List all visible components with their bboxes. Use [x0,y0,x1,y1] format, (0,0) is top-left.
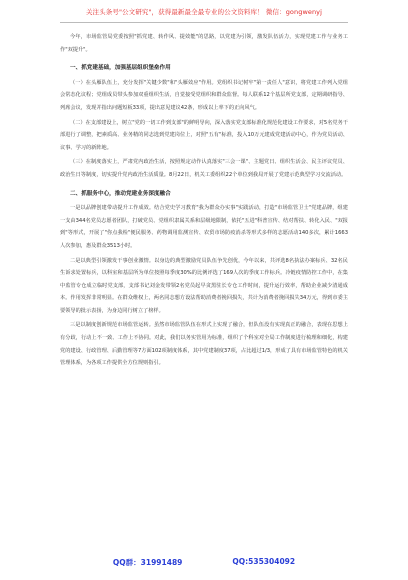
section-heading-2: 二、抓服务中心，推动党建业务深度融合 [70,190,171,197]
header-divider [60,22,348,23]
promo-banner [0,4,408,18]
paragraph-2: （二）在支部建设上，树立"党的一切工作到支部"的鲜明导向，深入落实党支部标准化规范化建设工作要求，对5名党务干部进行了调整，把素质高、业务精的同志选到党建岗位上，对照"五有"标准，投入10万元建成党建活动中心，作为党员活动、议事、学习的新阵地。 [60,119,348,151]
paragraph-6: 三是以制度创新规范市场监管运转。虽然市场监管队伍在形式上实现了融合，但队伍没有实现真正的融合，表现在思想上有分歧，行动上不一致、工作上不协同。对此，我们以务实管用为标准，组织了个科室对全局工作制度进行梳理和细化，构建党的建设、行政管理、后勤管理等7方面102项制度体系，其中党建制度37项，占比超过1/3，形成了具有市场监管特色的机关管理体系，为各项工作提供全方位规则指引。 [60,322,348,367]
intro-paragraph: 今年，市场监管局党委按照"抓党建、转作风、提效能"的思路，以党建为引领，激发队伍活力，实现党建工作与业务工作"双提升"。 [60,34,348,53]
document-body [60,31,348,370]
paragraph-1: （一）在头雁队伍上，充分发挥"关键少数"和"头雁效应"作用。党组织书记树牢"第一责任人"意识，将党建工作列入党组会常态化议程；党组成员带头参加双重组织生活，自觉接受党组织和群众监督。每人联系12个基层所党支部，定期调研指导、列席会议，发现并指出问题短板33项，提出意见建议42条，形成以上率下的正向风气。 [60,79,348,111]
promo-banner-text: 关注头条号"公文研究"，获得最新最全最专业的公文资料库！ 微信：gongwenyj [85,7,323,16]
paragraph-3: （三）在制度落实上，严肃党内政治生活，按照规定动作认真落实"三会一课"、主题党日、组织生活会、民主评议党员、政治生日等制度，切实提升党内政治生活质量。8月22日，机关工委组织22个单位到我局开展了党建示范典型学习交流活动。 [60,159,348,178]
footer-contacts [0,557,408,571]
paragraph-4: 一是以品牌创建带动提升工作成效。结合党史学习教育"我为群众办实事"实践活动，打造"市场监管卫士"党建品牌，组建一支由344名党员志愿者团队，打破党员、党组织隶属关系和层级地限制，依托"五进"科普宣传、结对帮扶、转化入民、"双报到"等形式，开展了"你点我检"便民服务、药物调用监测宣传、农贸市场防疫消杀等形式多样的志愿活动140多次，累计1663人次参加，惠及群众3513小时。 [60,205,348,249]
section-heading-1: 一、抓党建基础，加强基层组织堡垒作用 [70,65,171,72]
qq-contact-link[interactable]: QQ:535304092 [232,557,296,566]
qq-group-link[interactable]: QQ群：31991489 [112,558,183,567]
paragraph-5: 二是以典型引领激发干事创业激情。以身边的典型激励党员队伍争先创优，今年以来，共评选8名执法办案标兵、32名民生诉求处置标兵，以科室和基层所为单位按照每季度30%的比例评选了169人次的季度工作标兵。冷链疫情防控工作中，在集中监管专仓成立临时党支部，支部书记刘金发带领2名党员起早贪黑驻长专仓工作时间，提升运行效率，帮助企业减少清通成本。作用发挥非常明显。在群众维权上，两名同志想方设法帮助消费者挽回损失，共计为消费者挽回损失34万元，得到市委主要领导的批示表扬，为身边同行树立了榜样。 [60,257,348,314]
